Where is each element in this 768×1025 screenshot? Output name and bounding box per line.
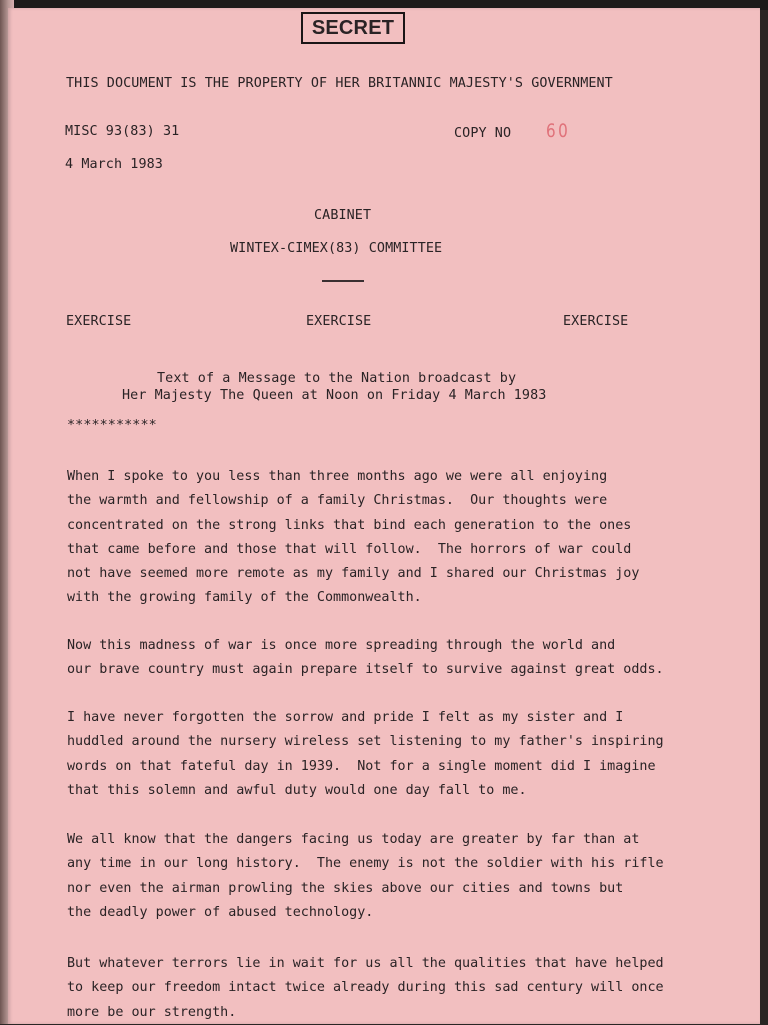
message-paragraph	[67, 952, 747, 1025]
message-paragraph	[67, 828, 747, 925]
exercise-label-right: EXERCISE	[563, 314, 629, 329]
asterisk-separator: ***********	[67, 418, 157, 433]
cabinet-heading: CABINET	[314, 208, 372, 223]
message-paragraph	[67, 706, 747, 803]
message-paragraph	[67, 634, 747, 683]
ownership-notice: THIS DOCUMENT IS THE PROPERTY OF HER BRITANNIC MAJESTY'S GOVERNMENT	[66, 76, 613, 91]
copy-number-label: COPY NO	[454, 126, 512, 141]
copy-number-value: 60	[546, 120, 571, 142]
classification-stamp: SECRET	[301, 12, 405, 44]
document-reference: MISC 93(83) 31	[65, 124, 180, 139]
paragraph-text: Now this madness of war is once more spreading through the world and our brave country must again prepare itself to survive against great odds.	[67, 638, 664, 678]
exercise-label-left: EXERCISE	[66, 314, 132, 329]
document-date: 4 March 1983	[65, 157, 163, 172]
message-title-line-1: Text of a Message to the Nation broadcast by	[157, 371, 517, 386]
message-title-line-2: Her Majesty The Queen at Noon on Friday 4 March 1983	[122, 388, 547, 403]
heading-divider	[322, 280, 364, 282]
paragraph-text: We all know that the dangers facing us today are greater by far than at any time in our long history. The enemy is not the soldier with his rifle nor even the airman prowling the skies above our cities and towns but the deadly power of abused technology.	[67, 832, 664, 920]
message-paragraph	[67, 465, 747, 611]
committee-heading: WINTEX-CIMEX(83) COMMITTEE	[230, 241, 443, 256]
paragraph-text: I have never forgotten the sorrow and pride I felt as my sister and I huddled around the nursery wireless set listening to my father's inspiring words on that fateful day in 1939. Not for a single moment did I imagine that this solemn and awful duty would one day fall to me.	[67, 710, 664, 798]
exercise-label-center: EXERCISE	[306, 314, 372, 329]
paragraph-text: But whatever terrors lie in wait for us all the qualities that have helped to keep our freedom intact twice already during this sad century will once more be our strength.	[67, 956, 664, 1020]
document-page	[8, 8, 760, 1024]
paragraph-text: When I spoke to you less than three months ago we were all enjoying the warmth and fellowship of a family Christmas. Our thoughts were concentrated on the strong links that bind each generation to the ones that came before and those that will follow. The horrors of war could not have seemed more remote as my family and I shared our Christmas joy with the growing family of the Commonwealth.	[67, 469, 640, 606]
